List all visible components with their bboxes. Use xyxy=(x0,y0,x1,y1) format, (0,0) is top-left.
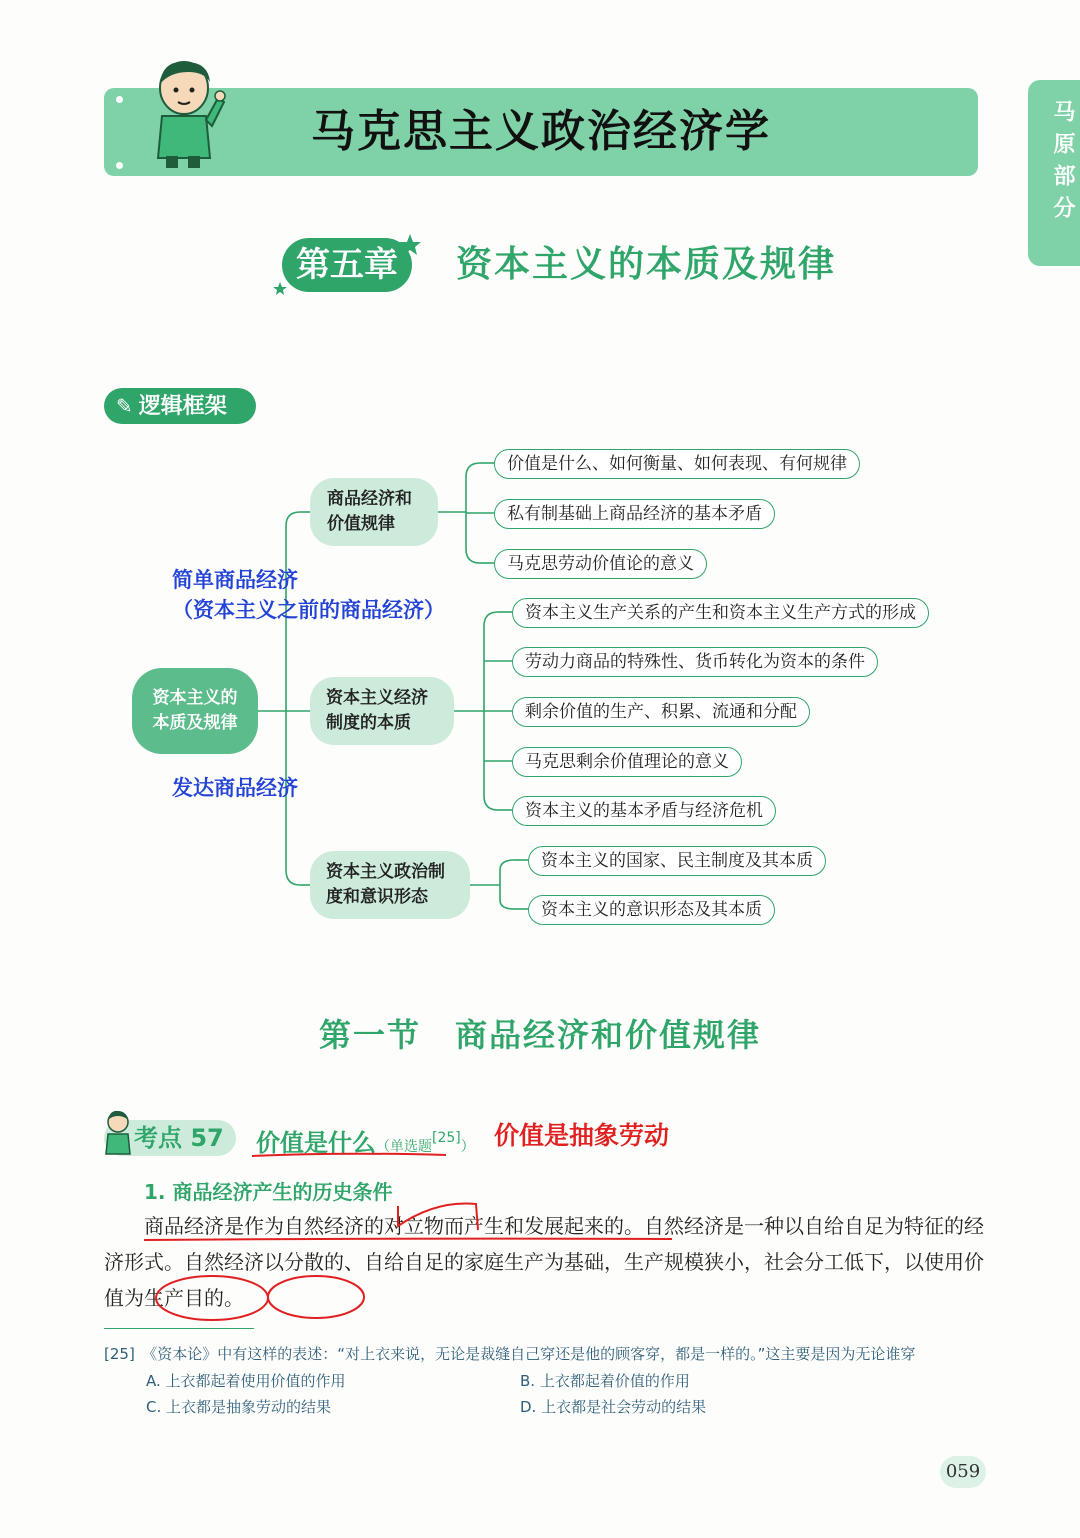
section-title: 第一节 商品经济和价值规律 xyxy=(318,1016,761,1054)
footnote-option-a: A. 上衣都起着使用价值的作用 xyxy=(146,1372,346,1390)
mindmap-branch-node xyxy=(310,851,470,919)
chapter-title: 资本主义的本质及规律 xyxy=(456,244,837,285)
mindmap-branch-label: 商品经济和价值规律 xyxy=(327,489,412,534)
mindmap-leaf: 价值是什么、如何衡量、如何表现、有何规律 xyxy=(494,449,860,479)
handwritten-note-red: 价值是抽象劳动 xyxy=(494,1121,670,1150)
mindmap-leaf: 劳动力商品的特殊性、货币转化为资本的条件 xyxy=(512,647,878,677)
content-subheading: 1. 商品经济产生的历史条件 xyxy=(144,1180,393,1204)
key-point-ref: [25] xyxy=(432,1130,461,1146)
footnote-option-d: D. 上衣都是社会劳动的结果 xyxy=(520,1398,707,1416)
annotation-simple-economy: 简单商品经济 xyxy=(172,568,298,592)
chapter-badge: 第五章 xyxy=(282,238,412,292)
red-pen-markup xyxy=(0,1100,1080,1330)
side-tab-label: 马原部分 xyxy=(1050,100,1075,228)
mindmap-root-node xyxy=(132,668,258,754)
mindmap-branch-node xyxy=(310,478,438,546)
mindmap-leaf: 剩余价值的生产、积累、流通和分配 xyxy=(512,697,810,727)
key-point-title-text: 价值是什么 xyxy=(256,1129,376,1157)
mindmap-leaf: 马克思劳动价值论的意义 xyxy=(494,549,707,579)
mindmap-leaf: 资本主义的国家、民主制度及其本质 xyxy=(528,846,826,876)
annotation-pre-capitalist: （资本主义之前的商品经济） xyxy=(172,598,445,622)
mindmap-leaf: 马克思剩余价值理论的意义 xyxy=(512,747,742,777)
book-title: 马克思主义政治经济学 xyxy=(311,106,771,157)
footnote-option-c: C. 上衣都是抽象劳动的结果 xyxy=(146,1398,332,1416)
mindmap-leaf: 资本主义生产关系的产生和资本主义生产方式的形成 xyxy=(512,598,929,628)
mindmap-leaf: 资本主义的意识形态及其本质 xyxy=(528,895,775,925)
mindmap-leaf: 私有制基础上商品经济的基本矛盾 xyxy=(494,499,775,529)
content-paragraph: 商品经济是作为自然经济的对立物而产生和发展起来的。自然经济是一种以自给自足为特征的经济形式。自然经济以分散的、自给自足的家庭生产为基础，生产规模狭小，社会分工低下，以使用价值为生产目的。 xyxy=(104,1214,984,1310)
key-point-type: （单选题 xyxy=(376,1139,432,1155)
mindmap-branch-label: 资本主义经济制度的本质 xyxy=(326,688,428,733)
footnote-rule xyxy=(104,1328,254,1329)
mindmap-branch-label: 资本主义政治制度和意识形态 xyxy=(326,862,445,907)
mindmap-root-label: 资本主义的本质及规律 xyxy=(152,688,238,733)
annotation-developed-economy: 发达商品经济 xyxy=(172,776,298,800)
footnote-option-b: B. 上衣都起着价值的作用 xyxy=(520,1372,690,1390)
mindmap-leaf: 资本主义的基本矛盾与经济危机 xyxy=(512,796,776,826)
page-number: 059 xyxy=(940,1456,986,1488)
logic-framework-label: 逻辑框架 xyxy=(138,394,227,419)
key-point-label: 考点 57 xyxy=(134,1124,224,1152)
mindmap-branch-node xyxy=(310,677,454,745)
key-point-type-close: ） xyxy=(460,1139,475,1155)
pencil-icon: ✎ xyxy=(116,394,133,418)
footnote-question: [25] 《资本论》中有这样的表述：“对上衣来说，无论是裁缝自己穿还是他的顾客穿，都是一样的。”这主要是因为无论谁穿 xyxy=(104,1345,916,1363)
